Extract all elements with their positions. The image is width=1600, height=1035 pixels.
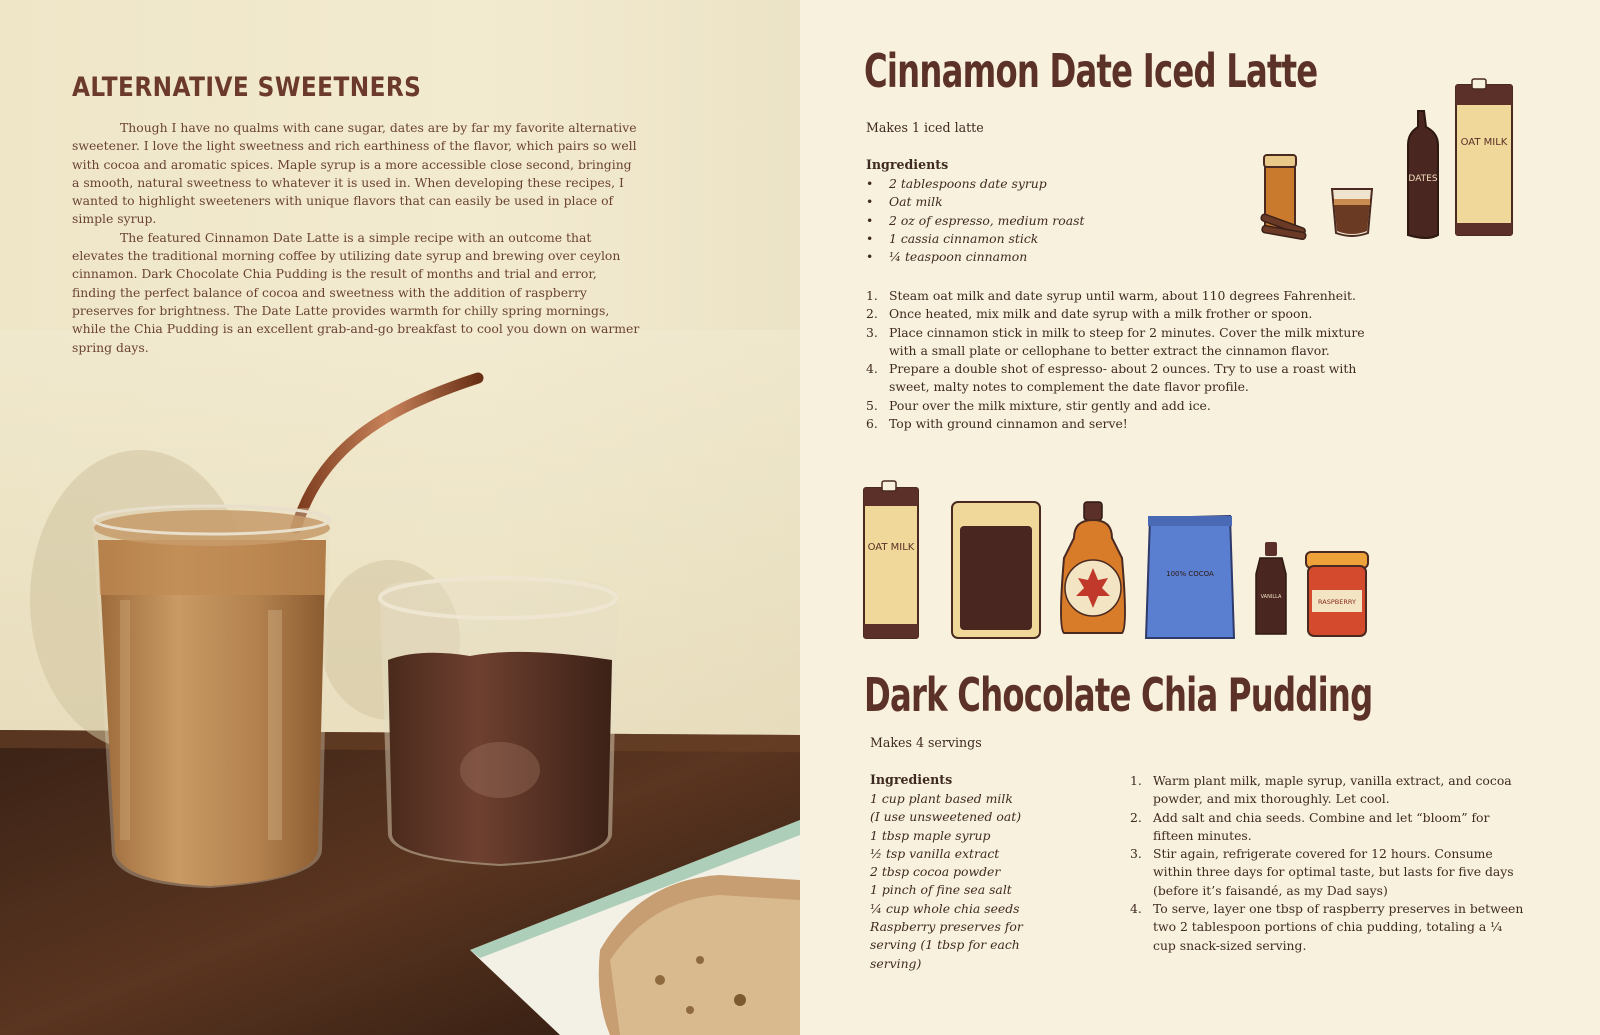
step-text: Warm plant milk, maple syrup, vanilla extract, and cocoa powder, and mix thoroughly. Let cool. bbox=[1153, 773, 1512, 807]
step-number: 3. bbox=[866, 324, 878, 340]
step-item bbox=[1130, 809, 1525, 846]
step-text: Top with ground cinnamon and serve! bbox=[889, 416, 1128, 432]
step-item bbox=[1130, 845, 1525, 900]
ingredient-item: • 2 tablespoons date syrup bbox=[866, 175, 1084, 193]
section-title: ALTERNATIVE SWEETNERS bbox=[72, 72, 422, 103]
oat-label: OAT MILK bbox=[1460, 137, 1508, 148]
recipe-yield: Makes 4 servings bbox=[870, 735, 982, 750]
ingredient-item: • 2 oz of espresso, medium roast bbox=[866, 212, 1084, 230]
right-page bbox=[800, 0, 1600, 1035]
step-number: 1. bbox=[866, 288, 878, 303]
ingredient-item: (I use unsweetened oat) bbox=[870, 809, 1022, 825]
ingredient-item: 2 tbsp cocoa powder bbox=[870, 864, 1001, 880]
step-number: 4. bbox=[1130, 901, 1142, 917]
steps-list bbox=[866, 287, 1366, 433]
ingredient-item: • 1 cassia cinnamon stick bbox=[866, 230, 1084, 248]
chia-seed-bag-icon bbox=[952, 502, 1040, 638]
step-text: To serve, layer one tbsp of raspberry preserves in between two 2 tablespoon portions of chia pudding, totaling a ¼ cup snack-sized serving. bbox=[1153, 901, 1524, 953]
vanilla-bottle-icon bbox=[1256, 542, 1286, 634]
espresso-glass-icon bbox=[1332, 189, 1372, 236]
intro-paragraph: The featured Cinnamon Date Latte is a simple recipe with an outcome that elevates the traditional morning coffee by utilizing date syrup and brewing over ceylon cinnamon. Dark Chocolate Chia Pudding is the result of months and trial and error, finding the perfect balance of cocoa and sweetness with the addition of raspberry preserves for brightness. The Date Latte provides warmth for chilly spring mornings, while the Chia Pudding is an excellent grab-and-go breakfast to cool you down on warmer spring days. bbox=[72, 229, 640, 355]
step-number: 3. bbox=[1130, 846, 1142, 862]
raspberry-label: RASPBERRY bbox=[1318, 598, 1356, 606]
step-text: Stir again, refrigerate covered for 12 hours. Consume within three days for optimal taste, but lasts for five days (before it’s faisandé, as my Dad says) bbox=[1153, 846, 1514, 898]
maple-syrup-bottle-icon bbox=[1061, 502, 1125, 633]
cocoa-bag-icon bbox=[1146, 516, 1234, 638]
dates-bottle-icon bbox=[1408, 111, 1438, 238]
cocoa-label: 100% COCOA bbox=[1166, 570, 1214, 578]
ingredient-item: • ¼ teaspoon cinnamon bbox=[866, 248, 1084, 266]
vanilla-label: VANILLA bbox=[1260, 594, 1282, 600]
step-item bbox=[866, 287, 1366, 305]
latte-ingredients-illustration bbox=[1260, 75, 1560, 245]
oat-milk-carton-icon bbox=[864, 481, 918, 638]
ingredient-item: ½ tsp vanilla extract bbox=[870, 845, 1000, 861]
steps-list bbox=[1130, 772, 1525, 955]
oat-label: OAT MILK bbox=[867, 542, 915, 553]
pudding-ingredients-illustration bbox=[860, 478, 1380, 648]
ingredient-item: Raspberry preserves for serving (1 tbsp for each serving) bbox=[870, 919, 1023, 971]
step-text: Steam oat milk and date syrup until warm, about 110 degrees Fahrenheit. bbox=[889, 288, 1356, 303]
intro-text bbox=[72, 119, 640, 357]
step-item bbox=[1130, 900, 1525, 955]
recipe-title-pudding: Dark Chocolate Chia Pudding bbox=[864, 668, 1373, 722]
raspberry-jam-jar-icon bbox=[1306, 552, 1368, 636]
cinnamon-jar-icon bbox=[1260, 155, 1306, 240]
ingredient-item: ¼ cup whole chia seeds bbox=[870, 900, 1020, 916]
step-item bbox=[866, 305, 1366, 323]
step-item bbox=[866, 324, 1366, 361]
ingredients-list bbox=[866, 175, 1084, 266]
step-number: 4. bbox=[866, 361, 878, 377]
step-text: Add salt and chia seeds. Combine and let “bloom” for fifteen minutes. bbox=[1153, 809, 1490, 843]
ingredient-item: 1 tbsp maple syrup bbox=[870, 827, 991, 843]
recipe-yield: Makes 1 iced latte bbox=[866, 120, 984, 135]
oat-milk-carton-icon bbox=[1456, 79, 1512, 235]
ingredients-heading: Ingredients bbox=[866, 157, 949, 172]
dates-label: DATES bbox=[1408, 174, 1438, 184]
step-text: Pour over the milk mixture, stir gently and add ice. bbox=[889, 397, 1211, 413]
recipe-title-latte: Cinnamon Date Iced Latte bbox=[864, 44, 1318, 98]
ingredient-item: 1 pinch of fine sea salt bbox=[870, 882, 1012, 898]
ingredient-item: 1 cup plant based milk bbox=[870, 791, 1013, 806]
intro-paragraph: Though I have no qualms with cane sugar, dates are by far my favorite alternative sweetener. I love the light sweetness and rich earthiness of the flavor, which pairs so well with cocoa and aromatic spices. Maple syrup is a more accessible close second, bringing a smooth, natural sweetness to whatever it is used in. When developing these recipes, I wanted to highlight sweeteners with unique flavors that can easily be used in place of simple syrup. bbox=[72, 120, 637, 227]
step-text: Once heated, mix milk and date syrup with a milk frother or spoon. bbox=[889, 306, 1313, 322]
step-text: Prepare a double shot of espresso- about 2 ounces. Try to use a roast with sweet, malty notes to complement the date flavor profile. bbox=[889, 361, 1357, 395]
step-number: 1. bbox=[1130, 773, 1142, 788]
step-item bbox=[866, 415, 1366, 433]
step-item bbox=[1130, 772, 1525, 809]
step-text: Place cinnamon stick in milk to steep for 2 minutes. Cover the milk mixture with a small plate or cellophane to better extract the cinnamon flavor. bbox=[889, 324, 1365, 358]
ingredients-list bbox=[870, 790, 1070, 973]
step-item bbox=[866, 397, 1366, 415]
step-number: 2. bbox=[866, 306, 878, 322]
step-item bbox=[866, 360, 1366, 397]
step-number: 6. bbox=[866, 416, 878, 432]
step-number: 2. bbox=[1130, 809, 1142, 825]
step-number: 5. bbox=[866, 397, 878, 413]
ingredients-heading: Ingredients bbox=[870, 772, 953, 787]
ingredient-item: • Oat milk bbox=[866, 193, 1084, 211]
